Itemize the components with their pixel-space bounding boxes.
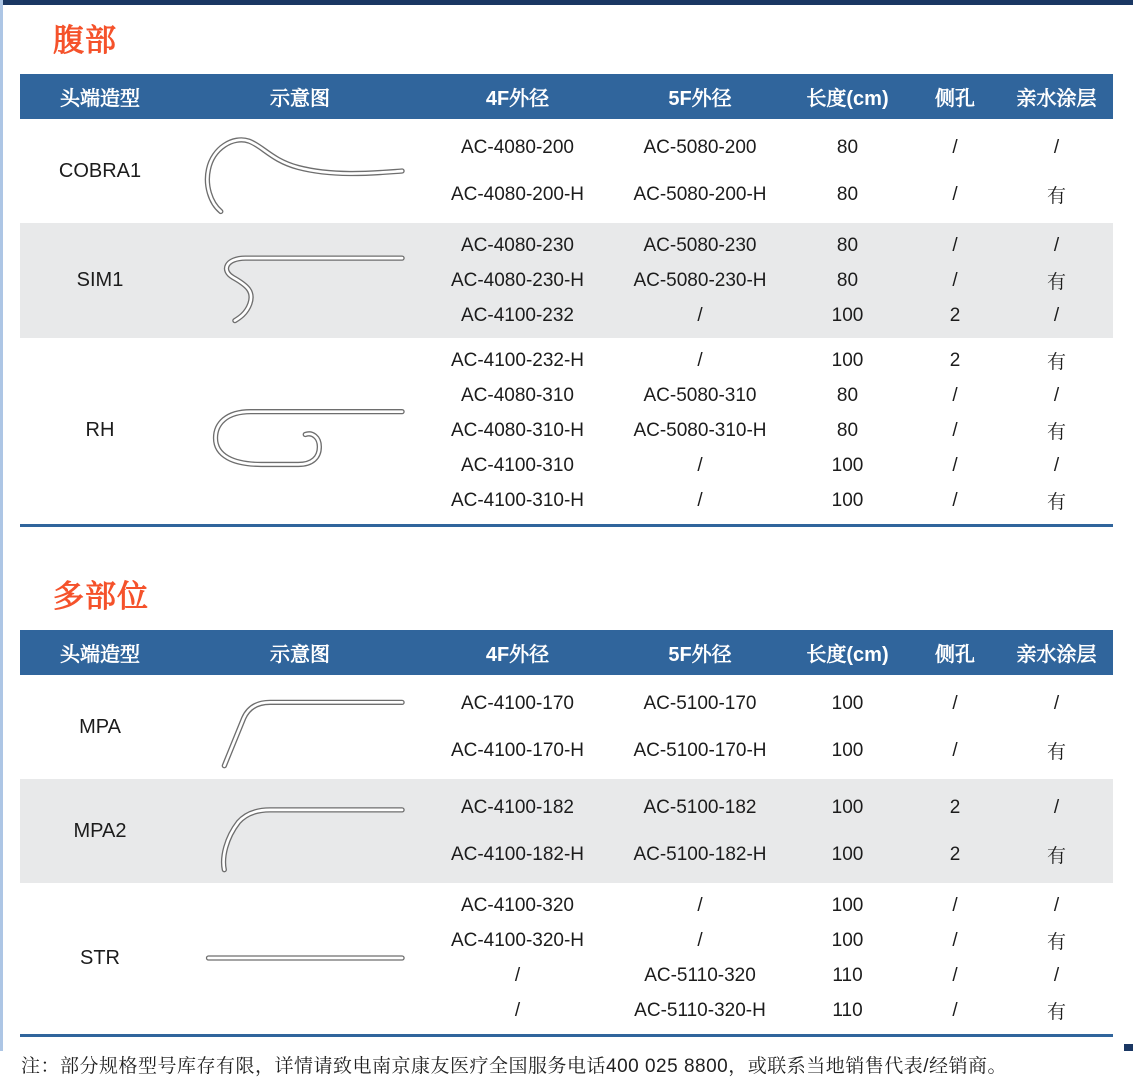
diagram-cell [180, 683, 420, 771]
table-row [420, 958, 1113, 993]
table-cell: AC-5110-320-H [634, 999, 766, 1021]
group-name: COBRA1 [58, 159, 142, 182]
column-header: 5F外径 [668, 88, 732, 110]
table-cell: 80 [836, 419, 859, 441]
table-cell: AC-5100-170-H [633, 739, 767, 761]
table-cell: AC-4080-310-H [450, 419, 585, 441]
cobra1-curve-icon [189, 127, 411, 215]
group-rows [420, 784, 1113, 878]
table-cell: 100 [831, 349, 864, 371]
table-row [420, 831, 1113, 878]
product-group-band [20, 675, 1113, 779]
table-cell: / [514, 964, 521, 986]
product-section [20, 15, 1113, 527]
table-bottom-rule [20, 1034, 1113, 1037]
column-header: 长度(cm) [806, 88, 889, 110]
table-cell: AC-4080-200-H [450, 183, 585, 205]
table-cell: / [952, 419, 958, 441]
table-cell: AC-5080-230-H [633, 269, 767, 291]
diagram-cell [180, 127, 420, 215]
table-cell: 80 [836, 136, 859, 158]
spec-table [20, 630, 1113, 1033]
table-row [420, 923, 1113, 958]
table-cell: 100 [831, 796, 864, 818]
table-cell: 有 [1046, 846, 1066, 867]
diagram-cell [180, 237, 420, 325]
table-cell: 80 [836, 183, 859, 205]
rh-curve-icon [189, 387, 411, 475]
table-cell: / [697, 304, 703, 326]
group-name: RH [85, 419, 115, 441]
table-cell: / [1053, 454, 1060, 476]
table-header-row [20, 630, 1113, 675]
footer-note: 注：部分规格型号库存有限，详情请致电南京康友医疗全国服务电话400 025 8800，或联系当地销售代表/经销商。 [21, 1056, 1008, 1077]
table-row [420, 993, 1113, 1028]
column-header: 4F外径 [485, 644, 550, 666]
table-row [420, 784, 1113, 831]
product-group-band [20, 338, 1113, 523]
table-row [420, 680, 1113, 727]
column-header: 亲水涂层 [1016, 644, 1097, 666]
group-name: MPA2 [73, 819, 127, 842]
table-cell: AC-4100-170 [460, 692, 575, 714]
table-cell: 100 [831, 929, 864, 951]
page-content [20, 5, 1113, 1078]
table-cell: 2 [949, 796, 961, 818]
table-cell: / [1053, 692, 1060, 714]
table-cell: 100 [831, 454, 864, 476]
corner-mark [1124, 1044, 1133, 1051]
table-cell: AC-5080-200 [643, 136, 757, 158]
table-cell: / [1053, 136, 1060, 158]
table-cell: AC-4100-320-H [450, 929, 585, 951]
table-row [420, 727, 1113, 774]
table-cell: AC-4080-310 [460, 384, 575, 406]
table-cell: AC-4100-310 [460, 454, 575, 476]
group-rows [420, 124, 1113, 218]
table-row [420, 448, 1113, 483]
mpa-curve-icon [189, 683, 411, 771]
table-cell: 100 [831, 692, 864, 714]
table-cell: / [697, 349, 703, 371]
table-row [420, 888, 1113, 923]
section-title: 多部位 [53, 579, 149, 614]
table-cell: 100 [831, 739, 864, 761]
table-cell: 有 [1046, 742, 1066, 763]
product-section [20, 571, 1113, 1037]
column-header: 5F外径 [668, 644, 732, 666]
table-cell: 有 [1046, 492, 1066, 513]
table-bottom-rule [20, 524, 1113, 527]
table-cell: AC-4100-232-H [450, 349, 585, 371]
group-rows [420, 680, 1113, 774]
table-cell: AC-5080-310-H [633, 419, 767, 441]
table-cell: / [952, 964, 958, 986]
table-cell: AC-5100-170 [643, 692, 757, 714]
table-cell: 100 [831, 894, 864, 916]
table-cell: AC-4080-230-H [450, 269, 585, 291]
table-cell: 100 [831, 489, 864, 511]
column-header: 头端造型 [60, 88, 140, 110]
table-row [420, 263, 1113, 298]
product-group-band [20, 779, 1113, 883]
table-cell: 有 [1046, 186, 1066, 207]
table-cell: / [952, 454, 958, 476]
table-cell: 80 [836, 234, 859, 256]
table-row [420, 228, 1113, 263]
mpa2-curve-icon [189, 787, 411, 875]
table-cell: 有 [1046, 272, 1066, 293]
table-row [420, 483, 1113, 518]
group-rows [420, 343, 1113, 518]
table-row [420, 171, 1113, 218]
column-header: 示意图 [270, 644, 330, 666]
table-row [420, 378, 1113, 413]
table-cell: 有 [1046, 422, 1066, 443]
table-cell: 2 [949, 349, 961, 371]
table-cell: 2 [949, 304, 961, 326]
table-cell: / [1053, 796, 1060, 818]
table-cell: 有 [1046, 352, 1066, 373]
table-cell: 有 [1046, 1002, 1066, 1023]
product-group-band [20, 883, 1113, 1033]
group-name: STR [80, 946, 120, 969]
table-cell: 80 [836, 384, 859, 406]
table-cell: 2 [949, 843, 961, 865]
table-cell: AC-4080-200 [460, 136, 575, 158]
product-group-band [20, 223, 1113, 338]
column-header: 长度(cm) [806, 644, 889, 666]
table-cell: / [952, 234, 958, 256]
column-header: 4F外径 [485, 88, 550, 110]
table-cell: 80 [836, 269, 859, 291]
table-cell: / [514, 999, 521, 1021]
table-row [420, 413, 1113, 448]
table-cell: / [697, 454, 703, 476]
table-cell: AC-4100-320 [460, 894, 575, 916]
table-cell: AC-4100-182 [460, 796, 575, 818]
group-rows [420, 228, 1113, 333]
table-cell: / [952, 692, 958, 714]
column-header: 侧孔 [935, 644, 975, 666]
column-header: 示意图 [270, 88, 330, 110]
table-cell: / [952, 384, 958, 406]
column-header: 侧孔 [935, 88, 975, 110]
table-cell: / [952, 739, 958, 761]
table-cell: / [697, 929, 703, 951]
table-cell: AC-5080-200-H [633, 183, 767, 205]
group-rows [420, 888, 1113, 1028]
table-cell: AC-5110-320 [644, 964, 756, 986]
str-straight-icon [189, 914, 411, 1002]
diagram-cell [180, 914, 420, 1002]
diagram-cell [180, 387, 420, 475]
table-cell: AC-5100-182 [643, 796, 757, 818]
left-edge-strip [0, 0, 3, 1051]
table-cell: / [952, 269, 958, 291]
spec-table [20, 74, 1113, 523]
table-cell: / [952, 929, 958, 951]
table-cell: / [1053, 894, 1060, 916]
product-group-band [20, 119, 1113, 223]
table-cell: AC-5080-230 [643, 234, 757, 256]
table-cell: / [952, 136, 958, 158]
table-cell: AC-5080-310 [643, 384, 757, 406]
group-name: SIM1 [76, 269, 124, 291]
diagram-cell [180, 787, 420, 875]
table-cell: AC-4100-310-H [450, 489, 585, 511]
table-row [420, 343, 1113, 378]
table-cell: 110 [832, 964, 863, 986]
table-cell: 有 [1046, 932, 1066, 953]
sim1-curve-icon [189, 237, 411, 325]
table-cell: AC-4100-182-H [450, 843, 585, 865]
group-name: MPA [79, 715, 121, 738]
table-cell: / [952, 894, 958, 916]
table-cell: AC-5100-182-H [633, 843, 767, 865]
table-cell: AC-4100-170-H [450, 739, 585, 761]
table-cell: / [1053, 964, 1060, 986]
sections-root [20, 15, 1113, 1037]
table-cell: / [697, 894, 703, 916]
table-row [420, 124, 1113, 171]
column-header: 亲水涂层 [1016, 88, 1097, 110]
table-cell: / [1053, 384, 1060, 406]
table-cell: 100 [831, 843, 864, 865]
table-header-row [20, 74, 1113, 119]
table-cell: AC-4080-230 [460, 234, 575, 256]
table-cell: AC-4100-232 [460, 304, 575, 326]
table-row [420, 298, 1113, 333]
table-cell: / [952, 183, 958, 205]
table-cell: / [952, 999, 958, 1021]
table-cell: 110 [832, 999, 863, 1021]
column-header: 头端造型 [60, 644, 140, 666]
table-cell: / [697, 489, 703, 511]
table-cell: / [1053, 234, 1060, 256]
table-cell: / [952, 489, 958, 511]
table-cell: / [1053, 304, 1060, 326]
table-cell: 100 [831, 304, 864, 326]
section-title: 腹部 [53, 23, 117, 58]
